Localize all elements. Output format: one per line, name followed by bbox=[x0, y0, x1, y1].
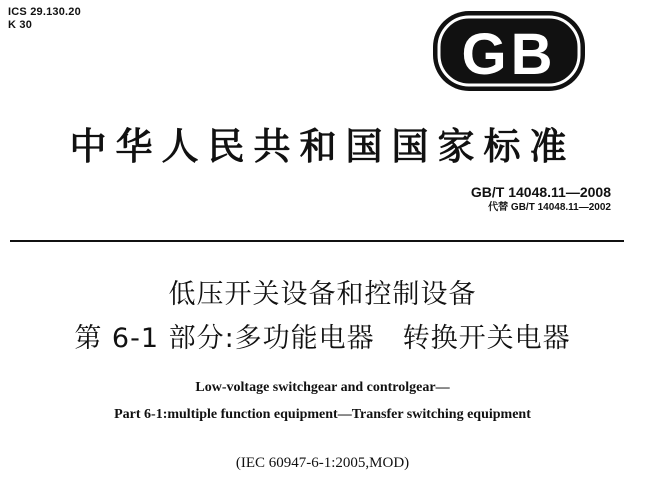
classification-codes bbox=[8, 6, 81, 32]
english-title-line-2: Part 6-1:multiple function equipment—Transfer switching equipment bbox=[114, 407, 531, 422]
replaced-standard: 代替 GB/T 14048.11—2002 bbox=[488, 202, 611, 213]
ics-code: ICS 29.130.20 bbox=[8, 6, 81, 18]
ccs-code: K 30 bbox=[8, 19, 33, 31]
standard-number: GB/T 14048.11—2008 bbox=[470, 184, 611, 200]
national-standard-heading: 中华人民共和国国家标准 bbox=[69, 124, 576, 168]
gb-logo bbox=[432, 10, 586, 92]
gb-logo-text: GB bbox=[461, 22, 557, 87]
chinese-title-line-1: 低压开关设备和控制设备 bbox=[168, 279, 477, 310]
chinese-title-line-2: 第 6-1 部分:多功能电器 转换开关电器 bbox=[74, 323, 571, 354]
english-title-line-1: Low-voltage switchgear and controlgear— bbox=[195, 380, 450, 395]
divider-rule bbox=[10, 240, 624, 242]
standard-number-block bbox=[471, 183, 611, 214]
iec-adoption-note: (IEC 60947-6-1:2005,MOD) bbox=[235, 455, 410, 471]
